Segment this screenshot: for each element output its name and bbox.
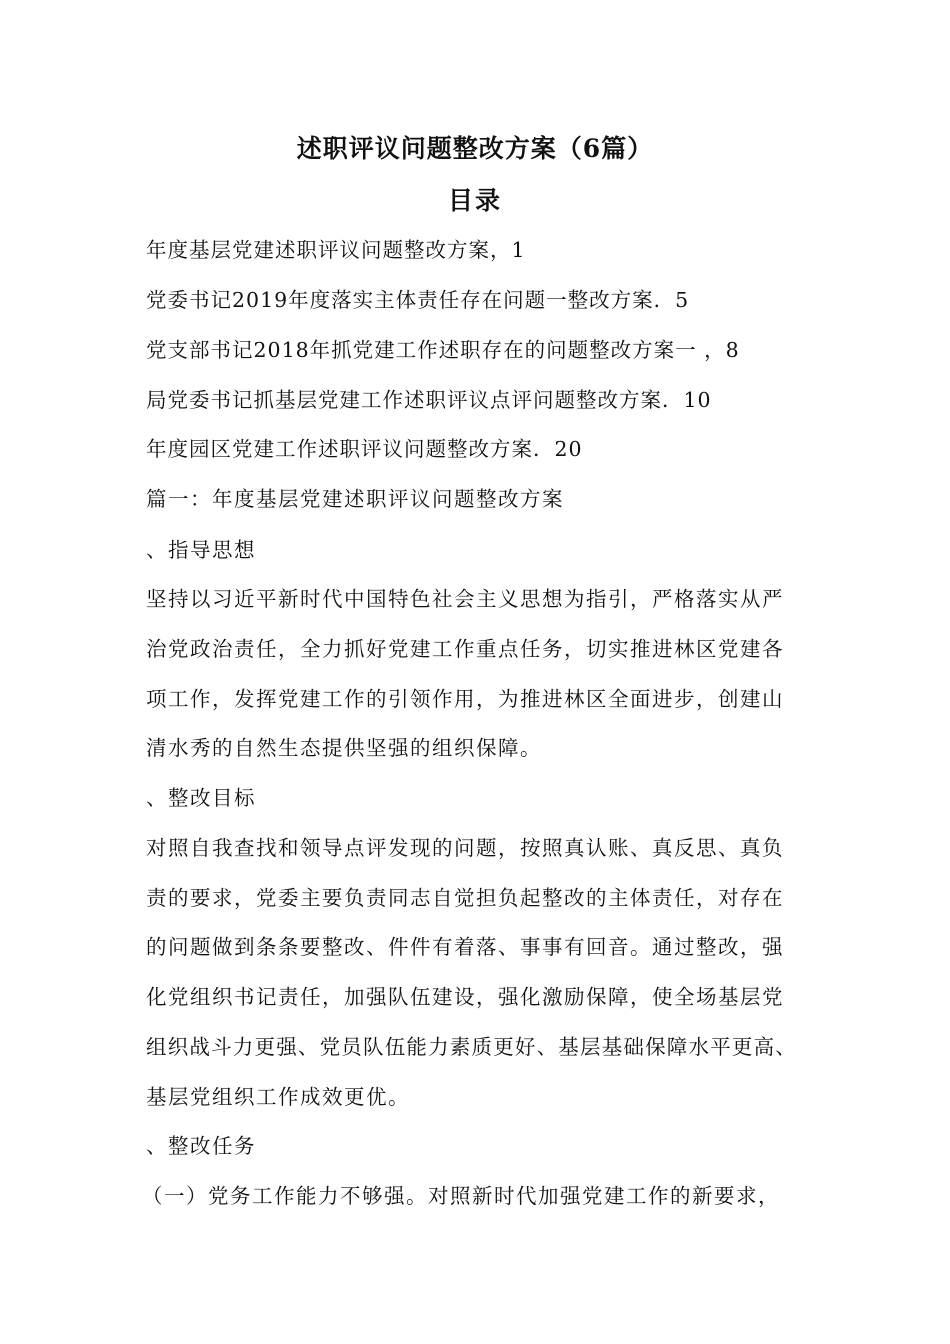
paragraph-line: 治党政治责任，全力抓好党建工作重点任务，切实推进林区党建各 — [146, 637, 784, 661]
toc-item: 党委书记2019年度落实主体责任存在问题一整改方案．5 — [146, 288, 690, 312]
paragraph-line: 化党组织书记责任，加强队伍建设，强化激励保障，使全场基层党 — [146, 985, 784, 1009]
subsection-heading: 、整改任务 — [146, 1134, 256, 1158]
paragraph-line: 项工作，发挥党建工作的引领作用，为推进林区全面进步，创建山 — [146, 687, 784, 711]
toc-item: 局党委书记抓基层党建工作述职评议点评问题整改方案．10 — [146, 388, 712, 412]
paragraph-line: 组织战斗力更强、党员队伍能力素质更好、基层基础保障水平更高、 — [146, 1035, 797, 1059]
subsection-heading: 、整改目标 — [146, 786, 256, 810]
paragraph-line: 坚持以习近平新时代中国特色社会主义思想为指引，严格落实从严 — [146, 587, 784, 611]
paragraph-line: 对照自我查找和领导点评发现的问题，按照真认账、真反思、真负 — [146, 836, 784, 860]
section-heading: 篇一：年度基层党建述职评议问题整改方案 — [146, 487, 564, 511]
paragraph-line: （一）党务工作能力不够强。对照新时代加强党建工作的新要求， — [142, 1184, 780, 1208]
document-title: 述职评议问题整改方案（6篇） — [296, 134, 654, 163]
paragraph-line: 责的要求，党委主要负责同志自觉担负起整改的主体责任，对存在 — [146, 886, 784, 910]
paragraph-line: 清水秀的自然生态提供坚强的组织保障。 — [146, 736, 542, 760]
paragraph-line: 的问题做到条条要整改、件件有着落、事事有回音。通过整改，强 — [146, 935, 784, 959]
subsection-heading: 、指导思想 — [146, 538, 256, 562]
toc-item: 党支部书记2018年抓党建工作述职存在的问题整改方案一 ，8 — [146, 338, 740, 362]
toc-heading: 目录 — [447, 186, 502, 215]
toc-item: 年度基层党建述职评议问题整改方案，1 — [146, 238, 526, 262]
toc-item: 年度园区党建工作述职评议问题整改方案．20 — [146, 437, 583, 461]
paragraph-line: 基层党组织工作成效更优。 — [146, 1085, 410, 1109]
